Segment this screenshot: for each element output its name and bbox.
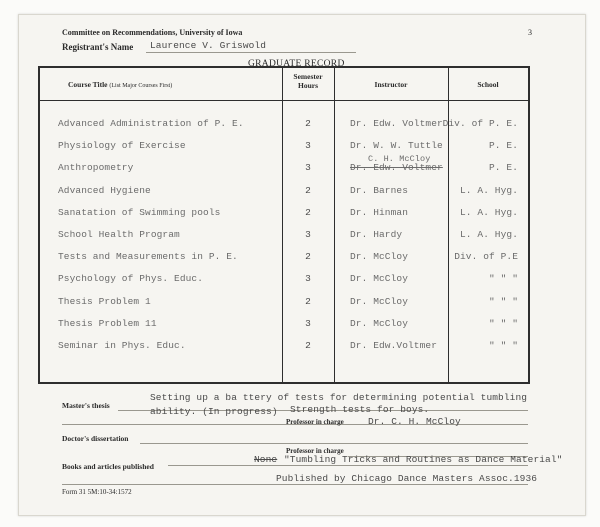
books-struck-none: None	[254, 454, 278, 465]
column-divider	[448, 68, 449, 382]
form-code: Form 31 5M:10-34:1572	[62, 488, 132, 496]
books-underline2	[62, 484, 528, 485]
semester-hours-cell: 3	[305, 317, 311, 329]
page-number: 3	[528, 28, 532, 37]
course-title-header-note: (List Major Courses First)	[109, 83, 173, 89]
school-cell: P. E.	[488, 162, 518, 174]
column-divider	[282, 68, 283, 382]
course-title-cell: Thesis Problem 1	[58, 295, 151, 307]
books-line2: Published by Chicago Dance Masters Assoc.1936	[276, 473, 538, 484]
course-title-cell: Advanced Administration of P. E.	[58, 118, 244, 129]
course-title-cell: School Health Program	[58, 229, 180, 240]
books-label: Books and articles published	[62, 462, 154, 471]
semester-hours-cell: 2	[305, 295, 311, 307]
registrant-underline	[146, 52, 356, 53]
hours-header-line1: Semester	[293, 72, 323, 81]
books-underline	[168, 465, 528, 466]
school-cell: " " "	[488, 273, 518, 285]
registrant-label: Registrant's Name	[62, 42, 134, 52]
school-cell: " " "	[488, 340, 518, 351]
school-cell: L. A. Hyg.	[459, 184, 518, 196]
semester-hours-cell: 3	[305, 229, 311, 240]
instructor-cell: Dr. W. W. Tuttle	[350, 140, 443, 152]
thesis-professor-label: Professor in charge	[286, 418, 344, 426]
course-table	[38, 66, 530, 384]
thesis-professor: Dr. C. H. McCloy	[368, 416, 461, 427]
instructor-header: Instructor	[374, 80, 408, 89]
instructor-cell: Dr. Edw. Voltmer	[350, 162, 443, 174]
hours-header-line2: Hours	[297, 81, 318, 90]
thesis-line1: Setting up a ba ttery of tests for determining potential tumbling	[150, 392, 528, 403]
school-cell: Div. of P. E.	[442, 118, 518, 129]
instructor-cell: Dr. McCloy	[350, 295, 409, 307]
course-title-cell: Anthropometry	[58, 162, 134, 174]
school-cell: Div. of P.E	[454, 251, 518, 263]
school-cell: L. A. Hyg.	[459, 206, 518, 218]
dissertation-underline	[140, 443, 528, 444]
school-header: School	[477, 80, 499, 89]
books-line1: "Tumbling Tricks and Routines as Dance Material"	[284, 454, 563, 465]
course-title-header-label: Course Title	[68, 80, 108, 89]
thesis-line2a: ability. (In progress)	[150, 406, 278, 417]
course-title-cell: Physiology of Exercise	[58, 140, 186, 152]
semester-hours-cell: 2	[305, 251, 311, 263]
instructor-cell: Dr. McCloy	[350, 317, 409, 329]
instructor-cell: Dr. McCloy	[350, 251, 409, 263]
semester-hours-cell: 2	[305, 118, 311, 129]
semester-hours-cell: 2	[305, 184, 311, 196]
course-title-cell: Advanced Hygiene	[58, 184, 151, 196]
semester-hours-cell: 2	[305, 206, 311, 218]
course-title-cell: Sanatation of Swimming pools	[58, 206, 221, 218]
record-title: GRADUATE RECORD	[248, 59, 345, 69]
dissertation-label: Doctor's dissertation	[62, 434, 129, 443]
semester-hours-cell: 2	[305, 340, 311, 351]
course-title-cell: Psychology of Phys. Educ.	[58, 273, 204, 285]
school-cell: " " "	[488, 317, 518, 329]
semester-hours-cell: 3	[305, 140, 311, 152]
course-title-cell: Thesis Problem 11	[58, 317, 157, 329]
school-cell: " " "	[488, 295, 518, 307]
hours-header	[286, 72, 330, 90]
committee-heading: Committee on Recommendations, University of Iowa	[62, 28, 243, 37]
column-divider	[334, 68, 335, 382]
course-title-cell: Seminar in Phys. Educ.	[58, 340, 186, 351]
course-title-header	[68, 80, 172, 89]
school-cell: P. E.	[488, 140, 518, 152]
semester-hours-cell: 3	[305, 162, 311, 174]
school-cell: L. A. Hyg.	[459, 229, 518, 240]
course-title-cell: Tests and Measurements in P. E.	[58, 251, 238, 263]
instructor-cell: Dr. Barnes	[350, 184, 409, 196]
semester-hours-cell: 3	[305, 273, 311, 285]
dissertation-professor-label: Professor in charge	[286, 447, 344, 455]
registrant-name: Laurence V. Griswold	[150, 40, 267, 51]
instructor-cell: Dr. Hinman	[350, 206, 409, 218]
thesis-label: Master's thesis	[62, 401, 110, 410]
instructor-cell: Dr. Edw. Voltmer	[350, 118, 443, 129]
instructor-cell: Dr. Edw.Voltmer	[350, 340, 438, 351]
instructor-correction: C. H. McCloy	[368, 154, 431, 165]
instructor-cell: Dr. McCloy	[350, 273, 409, 285]
header-divider	[40, 100, 528, 101]
thesis-line2b: Strength tests for boys.	[290, 404, 430, 415]
instructor-cell: Dr. Hardy	[350, 229, 403, 240]
